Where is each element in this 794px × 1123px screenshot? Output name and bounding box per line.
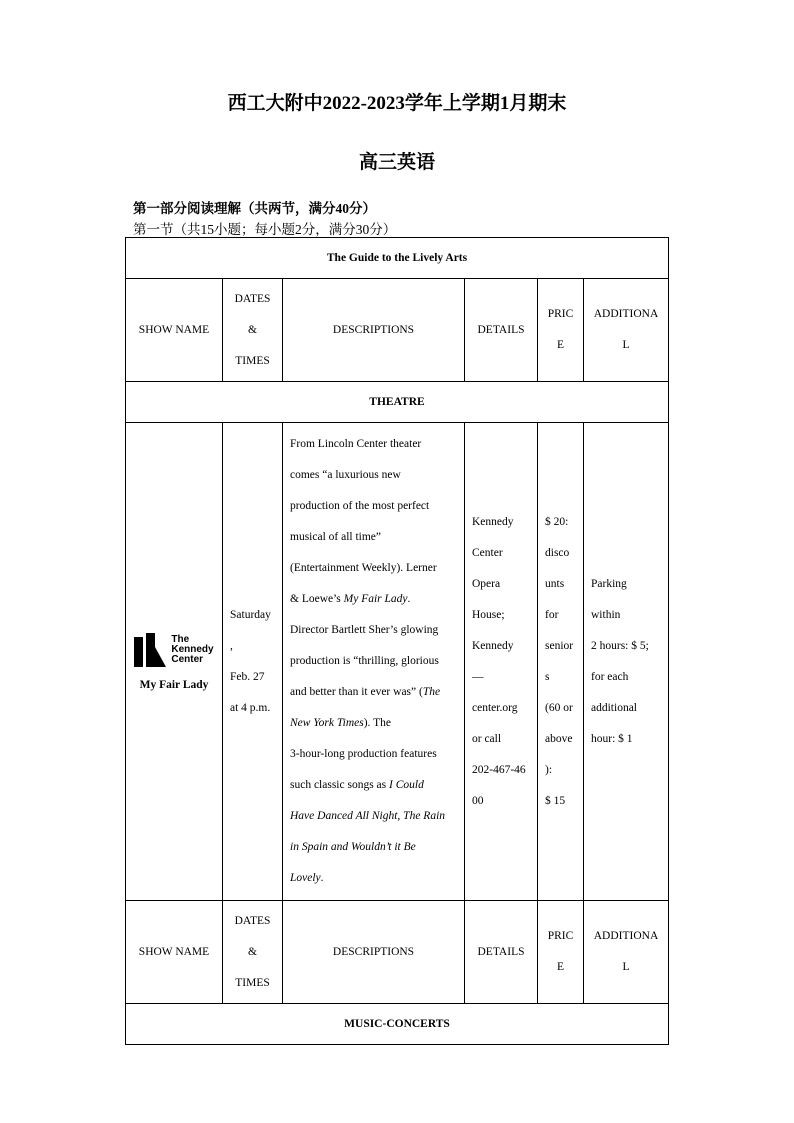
table-header-row: [126, 279, 669, 382]
section-heading: 第一节（共15小题；每小题2分，满分30分）: [133, 222, 397, 237]
header-descriptions: DESCRIPTIONS: [283, 279, 465, 382]
show-details: Kennedy Center Opera House; Kennedy — center.org or call 202-467-46 00: [465, 423, 538, 901]
document-title: 西工大附中2022-2023学年上学期1月期末: [227, 93, 567, 114]
section-music-concerts: MUSIC-CONCERTS: [126, 1004, 669, 1045]
lively-arts-table: [125, 237, 669, 1045]
header-dates: DATES & TIMES: [223, 279, 283, 382]
table-header-row-repeat: [126, 901, 669, 1004]
logo-wordmark: The Kennedy Center: [171, 633, 214, 665]
header-additional: ADDITIONA L: [584, 279, 669, 382]
table-title: The Guide to the Lively Arts: [126, 238, 669, 279]
show-name-cell: [126, 423, 223, 901]
show-additional: Parking within 2 hours: $ 5; for each additional hour: $ 1: [584, 423, 669, 901]
table-row: [126, 423, 669, 901]
show-name: My Fair Lady: [139, 678, 209, 691]
show-dates: Saturday , Feb. 27 at 4 p.m.: [223, 423, 283, 901]
header-show-name: SHOW NAME: [126, 901, 223, 1004]
header-show-name: SHOW NAME: [126, 279, 223, 382]
header-price: PRIC E: [538, 901, 584, 1004]
header-dates: DATES & TIMES: [223, 901, 283, 1004]
header-descriptions: DESCRIPTIONS: [283, 901, 465, 1004]
header-details: DETAILS: [465, 901, 538, 1004]
show-description: From Lincoln Center theater comes “a luxurious new production of the most perfect musical of all time” (Entertainment Weekly). Lerner & Loewe’s My Fair Lady. Director Bartlett Sher’s glowing production is “thrilling, glorious and better than it ever was” (The New York Times). The 3-hour-long production features such classic songs as I Could Have Danced All Night, The Rain in Spain and Wouldn’t it Be Lovely.: [283, 423, 465, 901]
section-theatre: THEATRE: [126, 382, 669, 423]
kennedy-center-logo-icon: [134, 633, 166, 667]
part-heading: 第一部分阅读理解（共两节，满分40分）: [133, 201, 376, 216]
kennedy-center-logo: [133, 633, 215, 667]
show-price: $ 20: disco unts for senior s (60 or above ): $ 15: [538, 423, 584, 901]
document-subtitle: 高三英语: [358, 152, 435, 173]
header-details: DETAILS: [465, 279, 538, 382]
header-price: PRIC E: [538, 279, 584, 382]
header-additional: ADDITIONA L: [584, 901, 669, 1004]
